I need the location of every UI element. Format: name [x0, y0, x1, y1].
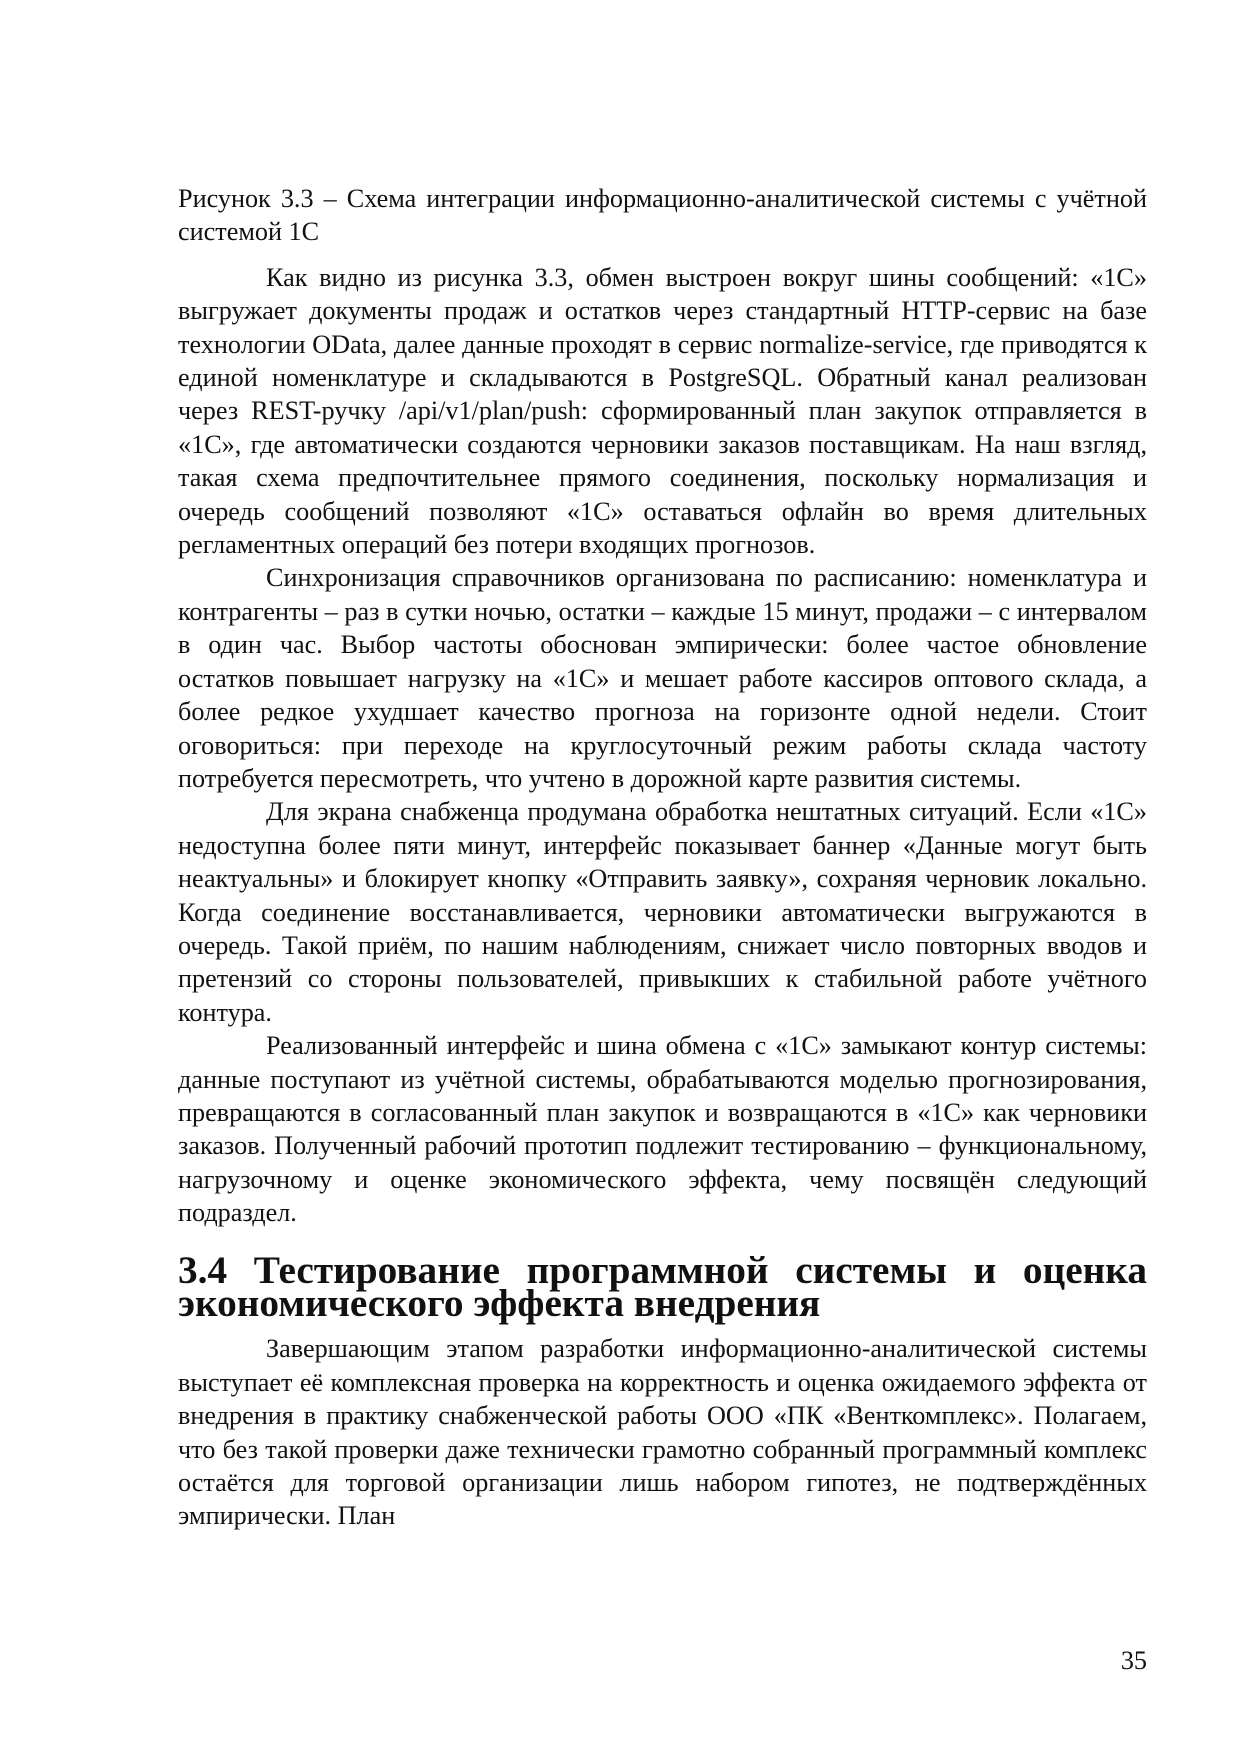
- paragraph: Для экрана снабженца продумана обработка нештатных ситуаций. Если «1С» недоступна более пяти минут, интерфейс показывает баннер «Данные могут быть неактуальны» и блокирует кнопку «Отправить заявку», сохраняя черновик локально. Когда соединение восстанавливается, черновики автоматически выгружаются в очередь. Такой приём, по нашим наблюдениям, снижает число повторных вводов и претензий со стороны пользователей, привыкших к стабильной работе учётного контура.: [178, 797, 1147, 1027]
- paragraph: Реализованный интерфейс и шина обмена с «1С» замыкают контур системы: данные поступают из учётной системы, обрабатываются моделью прогнозирования, превращаются в согласованный план закупок и возвращаются в «1С» как черновики заказов. Полученный рабочий прототип подлежит тестированию – функциональному, нагрузочному и оценке экономического эффекта, чему посвящён следующий подраздел.: [178, 1031, 1147, 1228]
- section-heading: 3.4 Тестирование программной системы и оценка экономического эффекта внедрения: [178, 1247, 1147, 1325]
- figure-caption: Рисунок 3.3 – Схема интеграции информационно-аналитической системы с учётной системой 1С: [178, 184, 1147, 247]
- page-content: [178, 182, 1147, 1533]
- page-number: 35: [1120, 1646, 1147, 1675]
- paragraph: Как видно из рисунка 3.3, обмен выстроен вокруг шины сообщений: «1С» выгружает документы продаж и остатков через стандартный HTTP-сервис на базе технологии OData, далее данные проходят в сервис normalize-service, где приводятся к единой номенклатуре и складываются в PostgreSQL. Обратный канал реализован через REST-ручку /api/v1/plan/push: сформированный план закупок отправляется в «1С», где автоматически создаются черновики заказов поставщикам. На наш взгляд, такая схема предпочтительнее прямого соединения, поскольку нормализация и очередь сообщений позволяют «1С» оставаться офлайн во время длительных регламентных операций без потери входящих прогнозов.: [178, 262, 1147, 560]
- paragraph: Синхронизация справочников организована по расписанию: номенклатура и контрагенты – раз в сутки ночью, остатки – каждые 15 минут, продажи – с интервалом в один час. Выбор частоты обоснован эмпирически: более частое обновление остатков повышает нагрузку на «1С» и мешает работе кассиров оптового склада, а более редкое ухудшает качество прогноза на горизонте одной недели. Стоит оговориться: при переходе на круглосуточный режим работы склада частоту потребуется пересмотреть, что учтено в дорожной карте развития системы.: [178, 563, 1147, 793]
- paragraph: Завершающим этапом разработки информационно-аналитической системы выступает её комплексная проверка на корректность и оценка ожидаемого эффекта от внедрения в практику снабженческой работы ООО «ПК «Венткомплекс». Полагаем, что без такой проверки даже технически грамотно собранный программный комплекс остаётся для торговой организации лишь набором гипотез, не подтверждённых эмпирически. План: [178, 1334, 1147, 1531]
